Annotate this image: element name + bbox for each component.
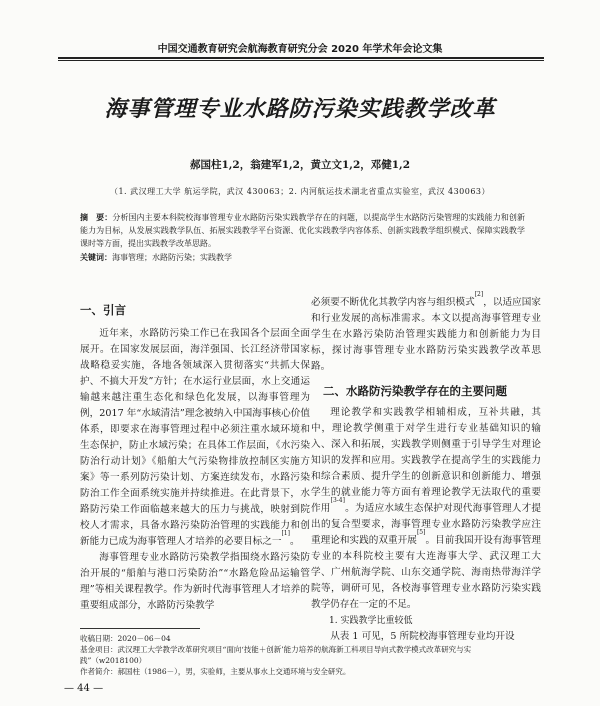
abstract-block bbox=[80, 211, 525, 264]
footnote-fund: 基金项目：武汉理工大学教学改革研究项目“面向‘技能＋创新’能力培养的航海新工科项目导向式教学模式改革研究与实践”（w2018100） bbox=[80, 645, 472, 665]
intro-continued bbox=[311, 291, 542, 375]
author-list: 郝国柱1,2，翁建军1,2，黄立文1,2，邓健1,2 bbox=[189, 159, 411, 171]
citation: [3-4] bbox=[330, 497, 345, 504]
citation: [1] bbox=[281, 530, 290, 537]
right-column bbox=[311, 291, 542, 645]
abstract-paragraph bbox=[80, 211, 525, 251]
left-column bbox=[80, 302, 310, 614]
intro-cont-end: ，以适应国家和行业发展的高标准需求。本文以提高海事管理专业学生在水路污染防治管理实践能力和创新能力为目标，探讨海事管理专业水路防污染实践教学改革思路。 bbox=[311, 297, 542, 372]
running-header: 中国交通教育研究会航海教育研究分会 2020 年学术年会论文集 bbox=[157, 44, 443, 55]
intro-cont-text: 必须要不断优化其教学内容与组织模式 bbox=[311, 297, 475, 308]
citation: [2] bbox=[474, 291, 484, 298]
keywords-text: 海事管理；水路防污染；实践教学 bbox=[112, 252, 232, 262]
section-heading-intro: 一、引言 bbox=[80, 303, 126, 317]
intro-paragraph-2: 海事管理专业水路防污染教学指围绕水路污染防治开展的“船舶与港口污染防治”“水路危险品运输管理”等相关课程教学。作为新时代海事管理人才培养的重要组成部分，水路防污染教学 bbox=[80, 552, 310, 611]
problems-p1a: 理论教学和实践教学相辅相成，互补共融，其中，理论教学侧重于对学生进行专业基础知识的输入、深入和拓展，实践教学则侧重于引导学生对理论知识的发挥和应用。实践教学在提高学生的实践能力和综合素质、提升学生的创新意识和创新能力、增强学生的就业能力等方面有着理论教学无法取代的重要作用 bbox=[311, 407, 541, 514]
abstract-text: 分析国内主要本科院校海事管理专业水路防污染实践教学存在的问题，以提高学生水路防污染管理的实践能力和创新能力为目标，从发展实践教学队伍、拓展实践教学平台资源、优化实践教学内容体系、创新实践教学组织模式、保障实践教学课时等方面，提出实践教学改革思路。 bbox=[80, 213, 525, 249]
abstract-label: 摘 要： bbox=[80, 213, 113, 222]
problems-p1b: 。为适应水域生态保护对现代海事管理人才提出的复合型要求，海事管理专业水路防污染教学应注重理论和实践的双重开展 bbox=[311, 503, 542, 546]
keywords-label: 关键词： bbox=[80, 252, 112, 262]
keywords-line bbox=[80, 251, 525, 264]
intro-paragraph-1 bbox=[80, 326, 310, 550]
footnote-author: 作者简介：郝国柱（1986－），男，实验师，主要从事水上交通环境与安全研究。 bbox=[80, 667, 351, 676]
footnote-rule bbox=[80, 628, 200, 629]
page-number: — 44 — bbox=[64, 683, 104, 694]
problems-paragraph-1 bbox=[311, 405, 541, 613]
problems-paragraph-2: 从表 1 可见，5 所院校海事管理专业均开设 bbox=[330, 631, 515, 642]
header-rule bbox=[58, 57, 544, 59]
affiliation: （1. 武汉理工大学 航运学院，武汉 430063；2. 内河航运技术湖北省重点实验室，武汉 430063） bbox=[109, 187, 491, 196]
footnote-received: 收稿日期：2020－06－04 bbox=[80, 634, 171, 643]
intro-p1-end: 。 bbox=[289, 536, 300, 547]
subsection-heading: 1. 实践教学比重较低 bbox=[329, 616, 413, 626]
section-heading-problems: 二、水路防污染教学存在的主要问题 bbox=[323, 384, 507, 398]
citation: [5] bbox=[416, 529, 426, 536]
problems-p1c: 。目前我国开设有海事管理专业的本科院校主要有大连海事大学、武汉理工大学、广州航海学院、山东交通学院、海南热带海洋学院等，调研可见，各校海事管理专业水路防污染实践教学仍存在一定的不足。 bbox=[311, 535, 542, 610]
header-rule-thin bbox=[58, 60, 544, 61]
paper-title: 海事管理专业水路防污染实践教学改革 bbox=[104, 97, 496, 122]
intro-p1-text: 近年来，水路防污染工作已在我国各个层面全面展开。在国家发展层面，海洋强国、长江经济带国家战略稳妥实施，各地各领域深入贯彻落实“共抓大保护、不搞大开发”方针；在水运行业层面，水上交通运输越来越注重生态化和绿色化发展，以海事管理为例，2017 年“水域清洁”理念被纳入中国海事核心价值体系，即要求在海事管理过程中必须注重水域环境和生态保护，防止水域污染；在具体工作层面，《水污染防治行动计划》《船舶大气污染物排放控制区实施方案》等一系列防污染计划、方案连续发布，水路污染防治工作全面系统实施并持续推进。在此背景下，水路防污染工作面临越来越大的压力与挑战，映射到院校人才需求，具备水路污染防治管理的实践能力和创新能力已成为海事管理人才培养的必要目标之一 bbox=[80, 328, 310, 547]
